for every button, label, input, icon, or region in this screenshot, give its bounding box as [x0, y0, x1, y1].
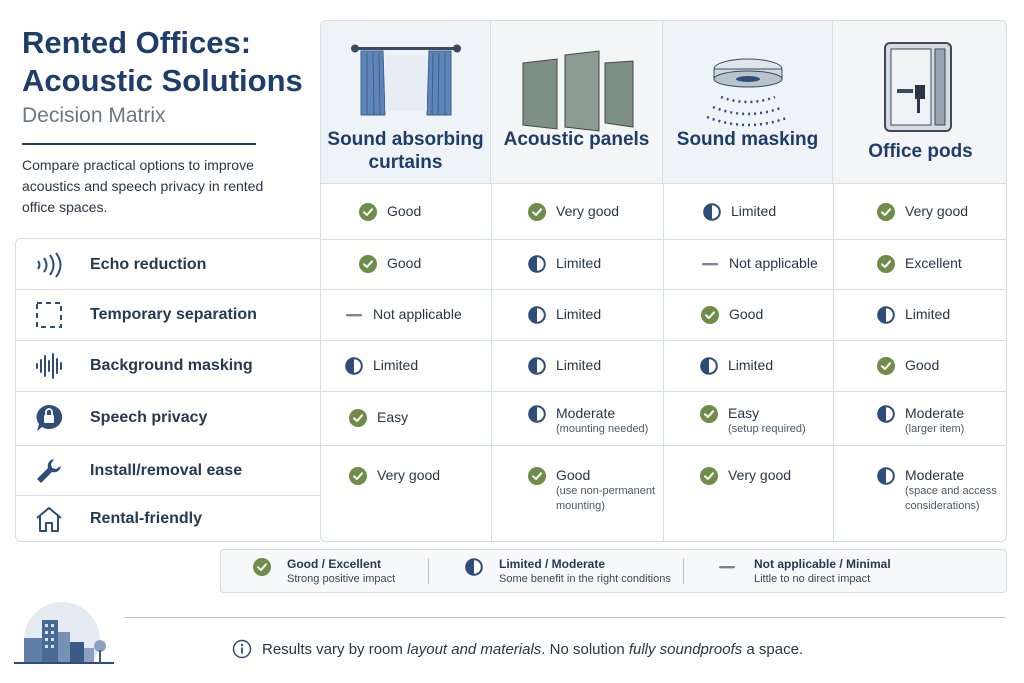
half-circle-icon: [877, 405, 895, 423]
decision-matrix: [320, 20, 1007, 542]
legend-title: Limited / Moderate: [499, 557, 606, 571]
cell-value: Limited: [731, 203, 777, 219]
cell-value: Easy: [377, 409, 409, 425]
criterion-temporary-separation: [16, 293, 320, 337]
criterion-label: Temporary separation: [90, 306, 257, 323]
criterion-label: Background masking: [90, 357, 253, 374]
check-icon: [700, 405, 718, 423]
half-circle-icon: [528, 405, 546, 423]
legend-title: Not applicable / Minimal: [754, 557, 891, 571]
dashed-square-icon: [35, 301, 63, 329]
cell-value: Not applicable: [729, 255, 818, 271]
half-circle-icon: [465, 558, 483, 576]
intro-text: Compare practical options to improve acoustics and speech privacy in rented office spaces.: [22, 157, 264, 215]
criterion-background-masking: [16, 344, 320, 388]
audio-wave-icon: [34, 352, 64, 380]
cell-value: Moderate: [905, 467, 965, 483]
cell-value: Good: [387, 255, 422, 271]
half-circle-icon: [528, 357, 546, 375]
check-icon: [700, 467, 718, 485]
office-pod-icon: [833, 35, 1007, 135]
half-circle-icon: [700, 357, 718, 375]
footnote-text: Results vary by room layout and materials. No solution fully soundproofs a space.: [262, 640, 804, 658]
cell-value: Excellent: [905, 255, 962, 271]
matrix-cell: [528, 357, 657, 375]
half-circle-icon: [528, 306, 546, 324]
column-label: Sound masking: [676, 129, 819, 150]
legend-title: Good / Excellent: [287, 557, 382, 571]
page-title: Rented Offices: Acoustic Solutions: [22, 25, 303, 98]
criterion-echo-reduction: [16, 243, 320, 287]
grid-divider: [321, 289, 1006, 290]
column-header-masking: [663, 21, 833, 184]
matrix-cell: [528, 306, 657, 324]
matrix-cell: [345, 357, 485, 375]
check-icon: [359, 203, 377, 221]
matrix-cell: [528, 467, 657, 514]
sound-waves-icon: [34, 252, 64, 278]
column-label: Office pods: [868, 141, 973, 162]
legend-sub: Strong positive impact: [287, 573, 396, 585]
criterion-label: Install/removal ease: [90, 462, 243, 479]
column-label: Acoustic panels: [503, 129, 650, 150]
matrix-cell: [528, 203, 657, 221]
check-icon: [349, 467, 367, 485]
column-header-curtains: [321, 21, 491, 184]
cell-note: (larger item): [905, 423, 965, 435]
legend-item-limited: [465, 556, 671, 587]
check-icon: [701, 306, 719, 324]
cell-value: Good: [387, 203, 422, 219]
half-circle-icon: [877, 467, 895, 485]
footnote: [232, 639, 803, 659]
wrench-icon: [34, 456, 64, 486]
ceiling-speaker-icon: [663, 35, 833, 135]
criteria-list: [15, 238, 320, 542]
check-icon: [877, 357, 895, 375]
cell-note: (use non-permanent mounting): [556, 485, 656, 512]
check-icon: [877, 203, 895, 221]
column-header-pods: [833, 21, 1007, 184]
cell-value: Limited: [728, 357, 774, 373]
dash-icon: [345, 306, 363, 324]
city-skyline-icon: [14, 600, 114, 664]
criterion-label: Echo reduction: [90, 256, 207, 273]
acoustic-panels-icon: [491, 35, 663, 135]
matrix-cell: [345, 306, 485, 324]
cell-value: Moderate: [905, 405, 965, 421]
info-icon: [232, 639, 252, 659]
cell-value: Good: [556, 467, 591, 483]
matrix-cell: [703, 203, 827, 221]
page-subtitle: Decision Matrix: [22, 104, 166, 127]
cell-value: Good: [729, 306, 764, 322]
dash-icon: [701, 255, 719, 273]
privacy-lock-bubble-icon: [34, 403, 64, 433]
grid-divider: [663, 184, 664, 541]
cell-note: (space and access considerations): [905, 485, 997, 512]
legend: [220, 549, 1007, 593]
curtains-icon: [321, 35, 491, 135]
half-circle-icon: [345, 357, 363, 375]
title-divider: [22, 143, 256, 145]
cell-value: Very good: [728, 467, 792, 483]
matrix-cell: [877, 357, 1002, 375]
matrix-cell: [359, 203, 485, 221]
cell-value: Limited: [373, 357, 419, 373]
cell-value: Very good: [377, 467, 441, 483]
cell-note: (mounting needed): [556, 423, 649, 435]
half-circle-icon: [703, 203, 721, 221]
matrix-cell: [700, 357, 827, 375]
matrix-cell: [700, 405, 827, 437]
cell-value: Limited: [556, 255, 602, 271]
matrix-cell: [877, 203, 1002, 221]
legend-sub: Little to no direct impact: [754, 573, 871, 585]
cell-value: Easy: [728, 405, 760, 421]
grid-divider: [321, 391, 1006, 392]
matrix-cell: [528, 405, 657, 437]
grid-divider: [833, 184, 834, 541]
cell-value: Moderate: [556, 405, 616, 421]
column-header-panels: [491, 21, 663, 184]
dash-icon: [718, 558, 736, 576]
check-icon: [528, 467, 546, 485]
check-icon: [349, 409, 367, 427]
criterion-label: Rental-friendly: [90, 510, 203, 527]
criterion-label: Speech privacy: [90, 409, 208, 426]
cell-value: Very good: [556, 203, 620, 219]
half-circle-icon: [528, 255, 546, 273]
matrix-cell: [349, 409, 485, 427]
cell-value: Limited: [905, 306, 951, 322]
matrix-cell: [528, 255, 657, 273]
criterion-speech-privacy: [16, 395, 320, 441]
grid-divider: [321, 445, 1006, 446]
matrix-cell: [877, 467, 1002, 514]
matrix-cell: [359, 255, 485, 273]
column-label: Sound absorbing curtains: [327, 129, 484, 173]
matrix-cell: [701, 306, 827, 324]
cell-value: Limited: [556, 357, 602, 373]
check-icon: [253, 558, 271, 576]
check-icon: [528, 203, 546, 221]
cell-note: (setup required): [728, 423, 806, 435]
matrix-cell: [877, 306, 1002, 324]
grid-divider: [321, 340, 1006, 341]
matrix-cell: [349, 467, 485, 485]
cell-value: Good: [905, 357, 940, 373]
cell-value: Not applicable: [373, 306, 462, 322]
footer-divider: [125, 617, 1005, 618]
criterion-install-removal: [16, 449, 320, 493]
matrix-cell: [700, 467, 827, 485]
grid-divider: [321, 239, 1006, 240]
legend-sub: Some benefit in the right conditions: [499, 573, 671, 585]
legend-item-good: [253, 556, 395, 587]
matrix-cell: [877, 405, 1002, 437]
legend-item-na: [718, 556, 891, 587]
grid-divider: [491, 184, 492, 541]
matrix-cell: [877, 255, 1002, 273]
criterion-rental-friendly: [16, 497, 320, 541]
home-icon: [34, 505, 64, 533]
matrix-cell: [701, 255, 827, 273]
half-circle-icon: [877, 306, 895, 324]
cell-value: Limited: [556, 306, 602, 322]
check-icon: [877, 255, 895, 273]
check-icon: [359, 255, 377, 273]
cell-value: Very good: [905, 203, 969, 219]
